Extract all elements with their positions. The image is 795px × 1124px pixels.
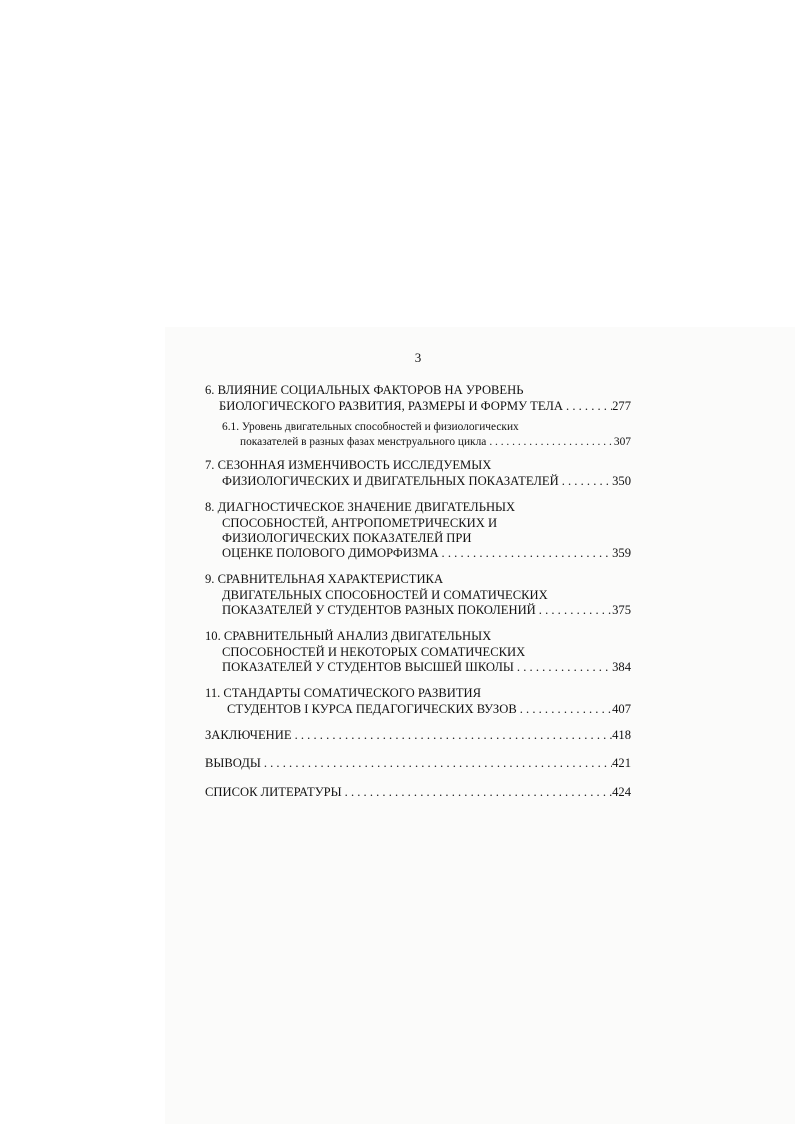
toc-references-label: СПИСОК ЛИТЕРАТУРЫ [205,785,342,799]
toc-entry-10-title-cont: СПОСОБНОСТЕЙ И НЕКОТОРЫХ СОМАТИЧЕСКИХ [222,645,526,659]
page-number: 3 [414,350,422,365]
toc-entry-6-title-cont: БИОЛОГИЧЕСКОГО РАЗВИТИЯ, РАЗМЕРЫ И ФОРМУ ТЕЛА [219,399,564,413]
toc-entry-6-1-page: 307 [613,436,631,448]
dot-leader [536,603,612,618]
dot-leader [261,756,612,771]
toc-entry-9-title: 9. СРАВНИТЕЛЬНАЯ ХАРАКТЕРИСТИКА [205,572,444,586]
dot-leader [486,435,614,450]
toc-references-page: 424 [612,785,631,799]
toc-entry-11-title: 11. СТАНДАРТЫ СОМАТИЧЕСКОГО РАЗВИТИЯ [205,686,482,700]
toc-entry-10-page: 384 [612,660,631,674]
dot-leader [514,660,612,675]
toc-entry-7-page: 350 [612,474,631,488]
toc-entry-6-1-leader [240,435,631,450]
toc-entry-8-page: 359 [612,546,631,560]
toc-entry-9-page: 375 [612,603,631,617]
toc-entry-11-page: 407 [612,702,631,716]
dot-leader [517,702,612,717]
toc-entry-10-title: 10. СРАВНИТЕЛЬНЫЙ АНАЛИЗ ДВИГАТЕЛЬНЫХ [205,629,492,643]
toc-entry-10-title-cont: ПОКАЗАТЕЛЕЙ У СТУДЕНТОВ ВЫСШЕЙ ШКОЛЫ [222,660,514,674]
toc-conclusion-page: 418 [612,728,631,742]
toc-entry-6-1-title: 6.1. Уровень двигательных способностей и физиологических [222,421,519,433]
toc-entry-6-title: 6. ВЛИЯНИЕ СОЦИАЛЬНЫХ ФАКТОРОВ НА УРОВЕНЬ [205,383,524,397]
toc-entry-findings [205,756,631,771]
toc-entry-7-title: 7. СЕЗОННАЯ ИЗМЕНЧИВОСТЬ ИССЛЕДУЕМЫХ [205,458,492,472]
toc-entry-6-1-title-cont: показателей в разных фазах менструального цикла [240,436,487,448]
toc-entry-conclusion [205,728,631,743]
toc-findings-page: 421 [612,756,631,770]
toc-entry-6-page: 277 [612,399,631,413]
toc-entry-8-title-cont: ФИЗИОЛОГИЧЕСКИХ ПОКАЗАТЕЛЕЙ ПРИ [222,531,472,545]
dot-leader [439,546,613,561]
dot-leader [292,728,613,743]
toc-entry-11-title-cont: СТУДЕНТОВ I КУРСА ПЕДАГОГИЧЕСКИХ ВУЗОВ [227,702,517,716]
toc-entry-6-leader [219,399,631,414]
toc-findings-label: ВЫВОДЫ [205,756,261,770]
dot-leader [342,785,612,800]
toc-entry-8-title-cont: ОЦЕНКЕ ПОЛОВОГО ДИМОРФИЗМА [222,546,439,560]
toc-entry-8-title-cont: СПОСОБНОСТЕЙ, АНТРОПОМЕТРИЧЕСКИХ И [222,516,498,530]
toc-entry-7-leader [222,474,631,489]
toc-entry-9-leader [222,603,631,618]
toc-entry-9-title-cont: ПОКАЗАТЕЛЕЙ У СТУДЕНТОВ РАЗНЫХ ПОКОЛЕНИЙ [222,603,536,617]
toc-entry-9-title-cont: ДВИГАТЕЛЬНЫХ СПОСОБНОСТЕЙ И СОМАТИЧЕСКИХ [222,588,548,602]
toc-entry-8-leader [222,546,631,561]
toc-entry-references [205,785,631,800]
dot-leader [563,399,612,414]
toc-entry-7-title-cont: ФИЗИОЛОГИЧЕСКИХ И ДВИГАТЕЛЬНЫХ ПОКАЗАТЕЛЕЙ [222,474,559,488]
toc-conclusion-label: ЗАКЛЮЧЕНИЕ [205,728,292,742]
dot-leader [559,474,612,489]
toc-entry-8-title: 8. ДИАГНОСТИЧЕСКОЕ ЗНАЧЕНИЕ ДВИГАТЕЛЬНЫХ [205,500,516,514]
toc-entry-11-leader [227,702,631,717]
toc-entry-10-leader [222,660,631,675]
